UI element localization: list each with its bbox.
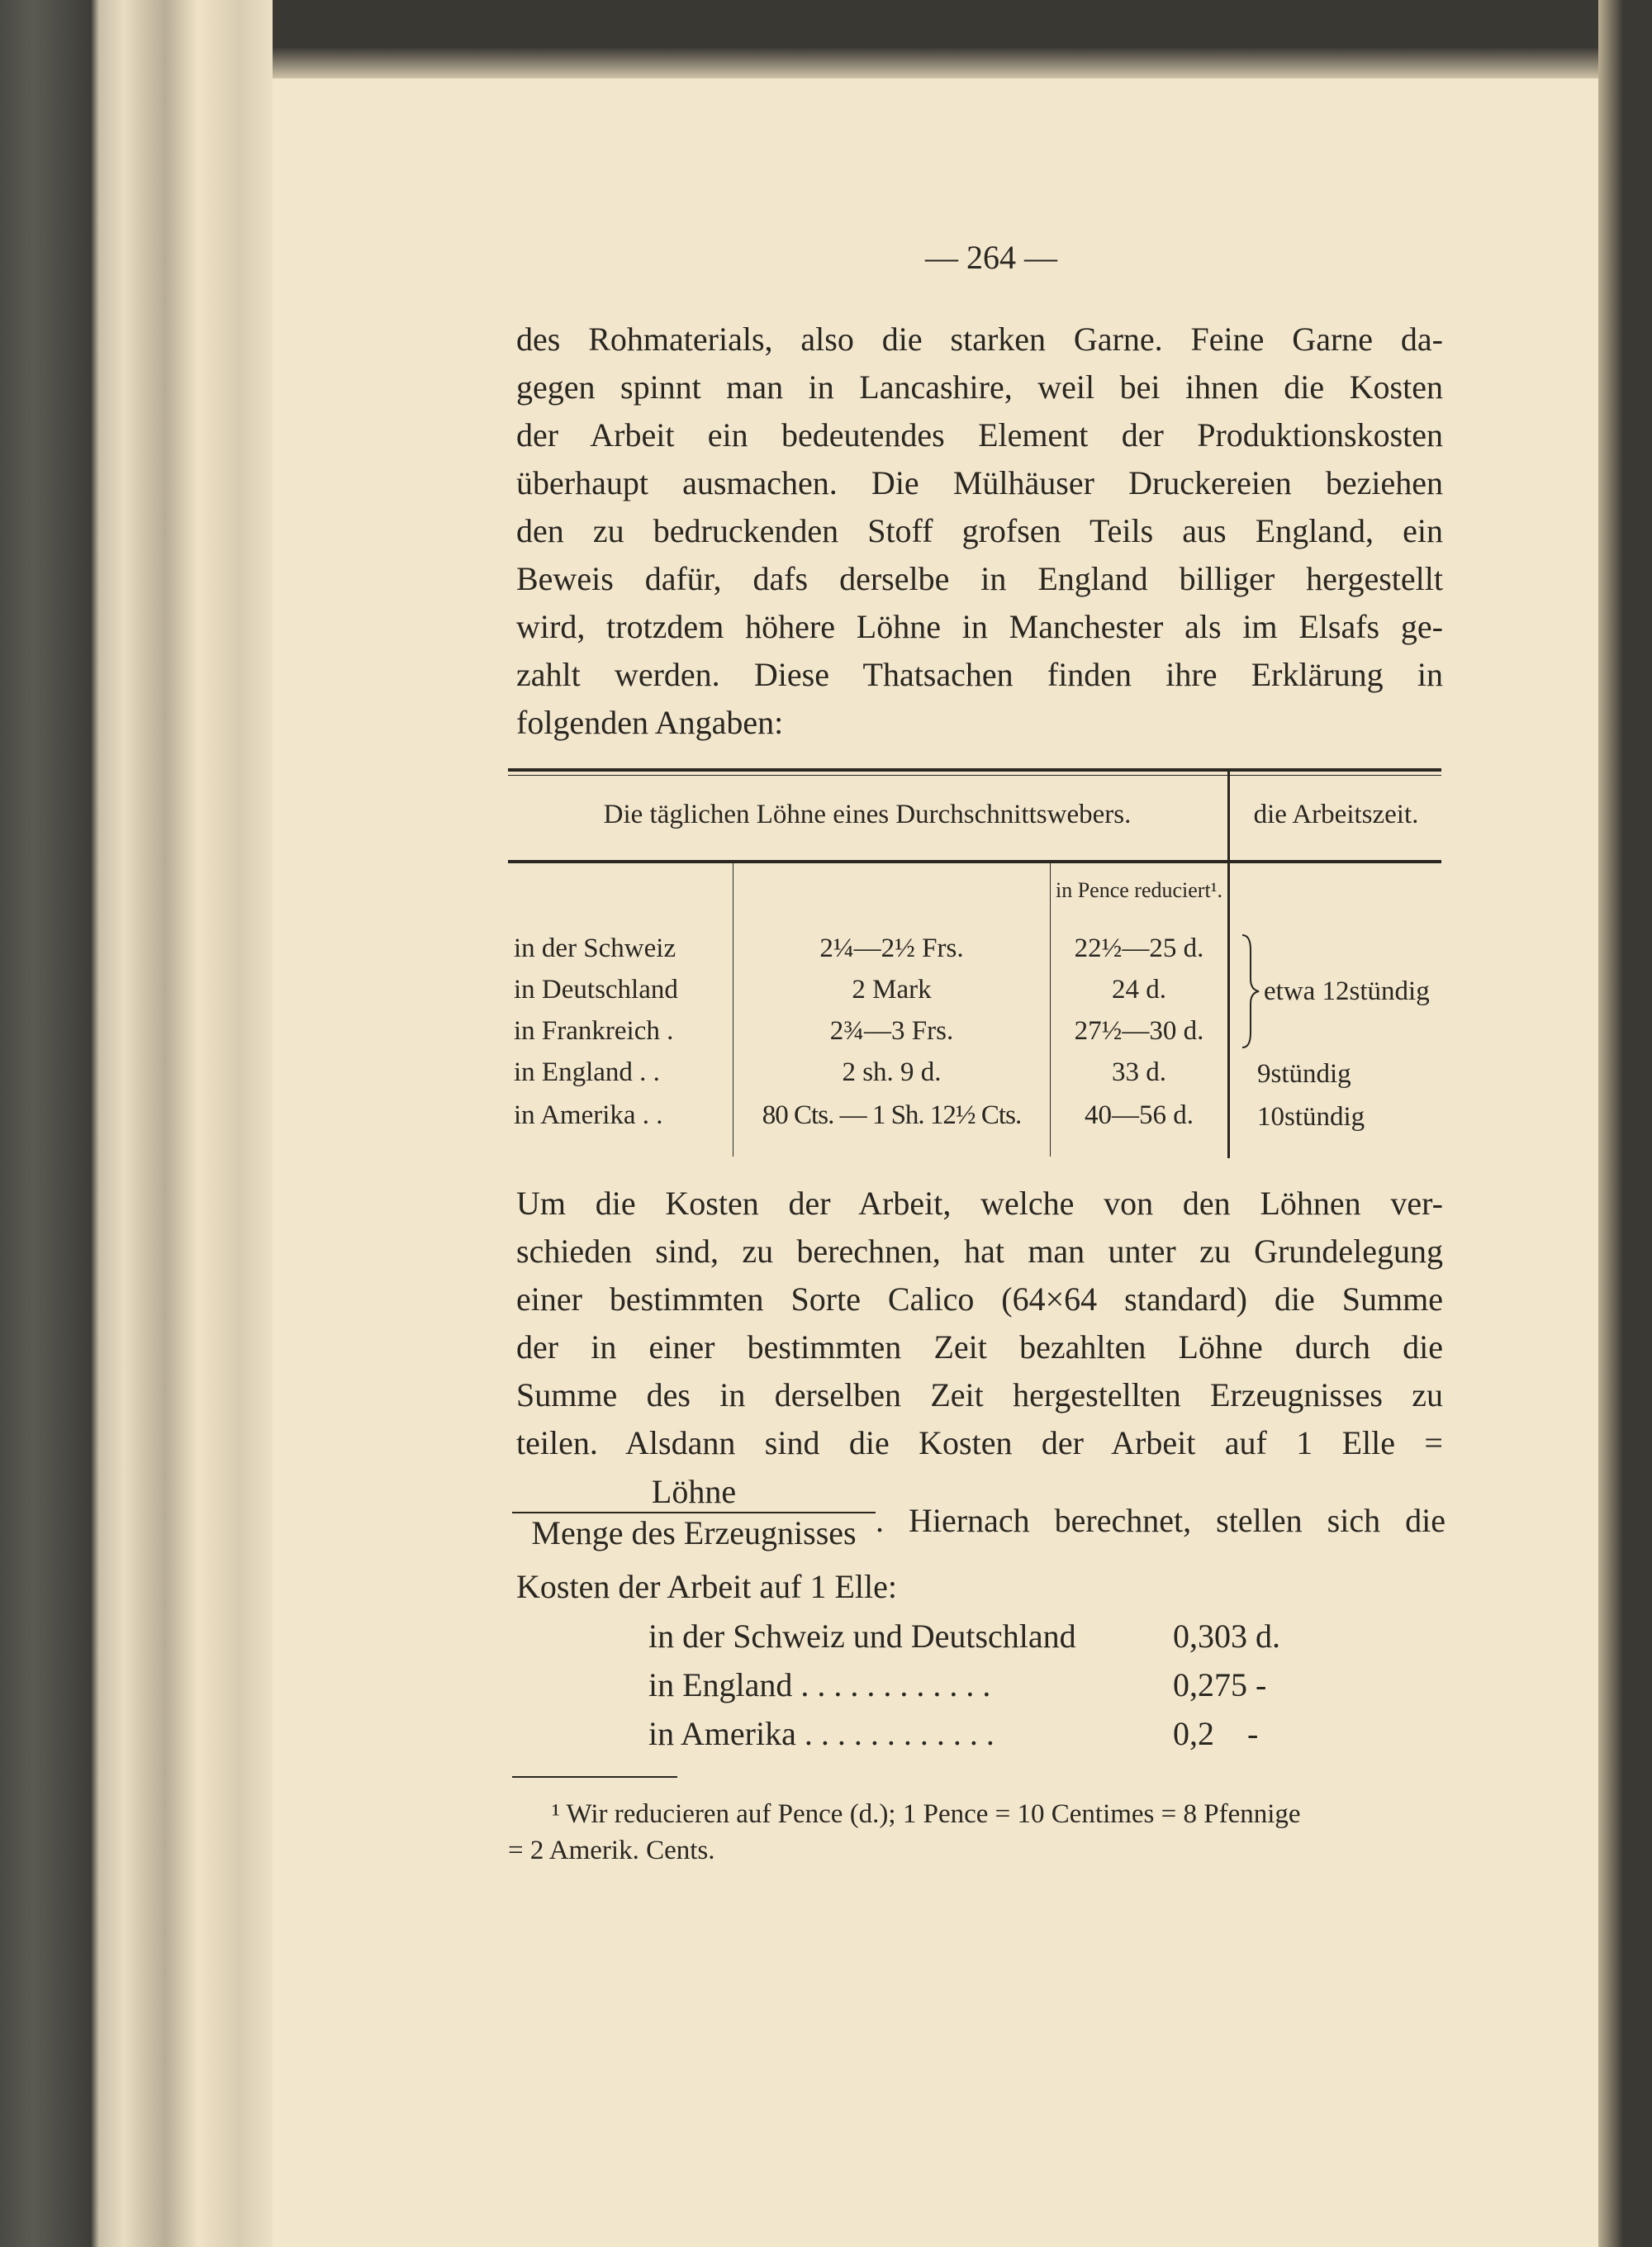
row-country: in Amerika . .	[514, 1100, 663, 1130]
cost-value: 0,2 -	[1173, 1715, 1259, 1752]
row-country: in Deutschland	[514, 975, 678, 1005]
row-pence: 24 d.	[1112, 975, 1166, 1005]
footnote-rule	[512, 1776, 677, 1778]
row-pence: 33 d.	[1112, 1057, 1166, 1087]
row-local-wage: 2 sh. 9 d.	[842, 1057, 942, 1087]
text-line: folgenden Angaben:	[516, 704, 784, 741]
row-pence: 40—56 d.	[1085, 1100, 1194, 1130]
group-time: etwa 12stündig	[1264, 976, 1430, 1006]
row-local-wage: 2 Mark	[852, 975, 932, 1005]
text-line: den zu bedruckenden Stoff grofsen Teils aus England, ein	[516, 512, 1443, 549]
cost-label: in England . . . . . . . . . . . .	[648, 1666, 991, 1703]
row-time: 10stündig	[1257, 1102, 1365, 1132]
book-page-edges	[0, 0, 281, 2247]
table-rule	[508, 768, 1441, 772]
row-local-wage: 2¼—2½ Frs.	[819, 933, 964, 963]
row-pence: 27½—30 d.	[1074, 1016, 1204, 1046]
facing-page-edge	[1598, 0, 1652, 2247]
costs-intro: Kosten der Arbeit auf 1 Elle:	[516, 1568, 897, 1605]
footnote-line: = 2 Amerik. Cents.	[508, 1836, 715, 1865]
text-line: Summe des in derselben Zeit hergestellten Erzeugnisses zu	[516, 1376, 1443, 1413]
footnote-line: ¹ Wir reducieren auf Pence (d.); 1 Pence = 10 Centimes = 8 Pfennige	[552, 1799, 1301, 1829]
text-line: einer bestimmten Sorte Calico (64×64 standard) die Summe	[516, 1280, 1443, 1318]
subheader-pence: in Pence reduciert¹.	[1056, 878, 1222, 902]
column-divider	[1227, 768, 1230, 1158]
text-line: des Rohmaterials, also die starken Garne. Feine Garne da-	[516, 321, 1443, 358]
text-line: Um die Kosten der Arbeit, welche von den Löhnen ver-	[516, 1185, 1443, 1222]
text-line: . Hiernach berechnet, stellen sich die	[876, 1502, 1446, 1539]
background	[273, 0, 1598, 78]
header-time: die Arbeitszeit.	[1253, 800, 1419, 829]
fraction	[512, 1472, 876, 1553]
cost-label: in Amerika . . . . . . . . . . . .	[648, 1715, 995, 1752]
text-line: gegen spinnt man in Lancashire, weil bei ihnen die Kosten	[516, 368, 1443, 406]
text-line: der Arbeit ein bedeutendes Element der Produktionskosten	[516, 416, 1443, 454]
text-line: überhaupt ausmachen. Die Mülhäuser Druckereien beziehen	[516, 464, 1443, 501]
text-line: zahlt werden. Diese Thatsachen finden ihre Erklärung in	[516, 656, 1443, 693]
row-country: in England . .	[514, 1057, 660, 1087]
cost-value: 0,275 -	[1173, 1666, 1267, 1703]
row-country: in Frankreich .	[514, 1016, 674, 1046]
row-time: 9stündig	[1257, 1059, 1351, 1089]
page-number: — 264 —	[925, 239, 1057, 276]
fraction-denominator: Menge des Erzeugnisses	[531, 1514, 857, 1551]
text-line: schieden sind, zu berechnen, hat man unter zu Grundelegung	[516, 1233, 1443, 1270]
cost-label: in der Schweiz und Deutschland	[648, 1618, 1076, 1655]
table-rule	[508, 775, 1441, 776]
text-line: Beweis dafür, dafs derselbe in England billiger hergestellt	[516, 560, 1443, 597]
text-line: der in einer bestimmten Zeit bezahlten Löhne durch die	[516, 1328, 1443, 1366]
row-local-wage: 2¾—3 Frs.	[829, 1016, 954, 1046]
fraction-numerator: Löhne	[512, 1472, 876, 1513]
text-line: teilen. Alsdann sind die Kosten der Arbeit auf 1 Elle =	[516, 1424, 1443, 1461]
row-local-wage: 80 Cts. — 1 Sh. 12½ Cts.	[762, 1100, 1022, 1130]
brace-icon	[1239, 933, 1264, 1049]
row-pence: 22½—25 d.	[1074, 933, 1204, 963]
row-country: in der Schweiz	[514, 933, 676, 963]
table-rule	[508, 860, 1441, 863]
text-line: wird, trotzdem höhere Löhne in Manchester als im Elsafs ge-	[516, 608, 1443, 645]
cost-value: 0,303 d.	[1173, 1618, 1280, 1655]
header-wages: Die täglichen Löhne eines Durchschnittswebers.	[603, 800, 1132, 829]
